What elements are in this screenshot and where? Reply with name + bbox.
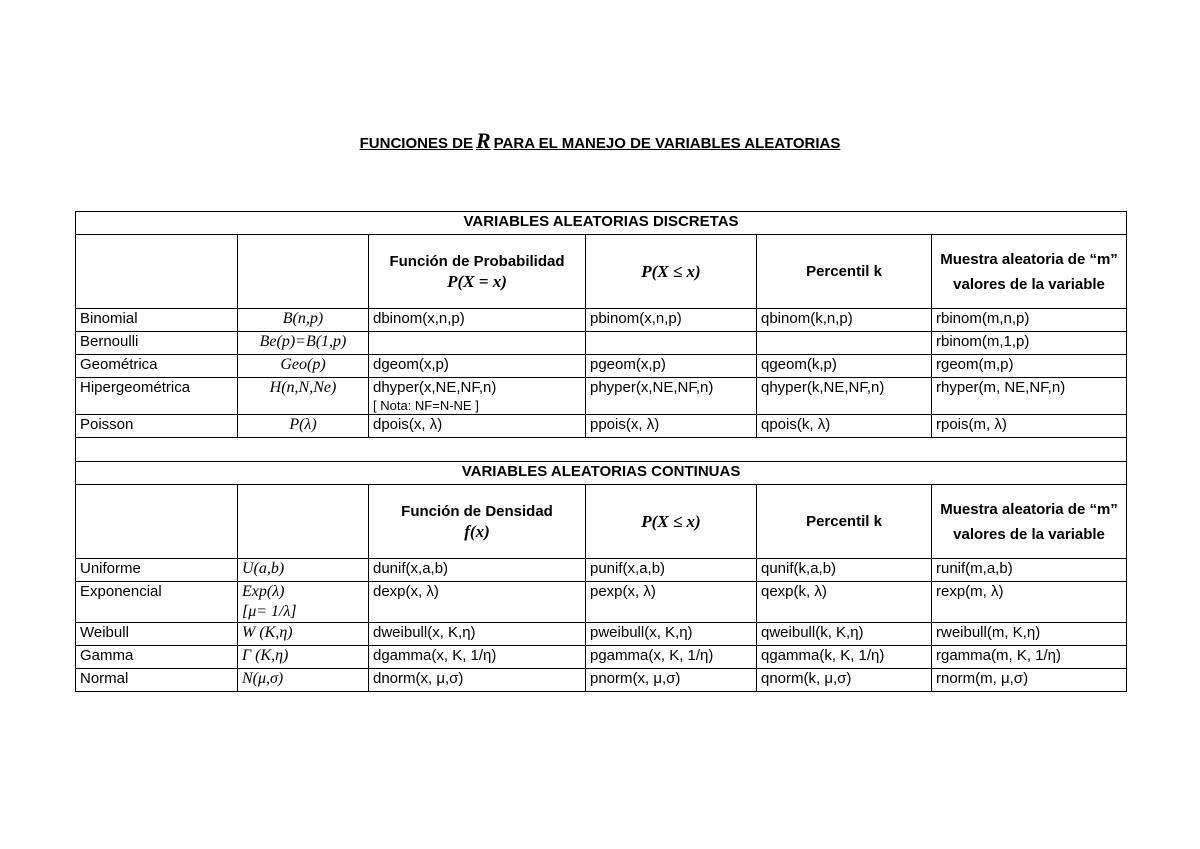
header-density-formula: P(X = x) — [447, 271, 507, 291]
header-percentile: Percentil k — [757, 485, 932, 559]
quantile-function: qbinom(k,n,p) — [757, 309, 932, 332]
random-function: rgamma(m, K, 1/η) — [932, 646, 1127, 669]
quantile-function: qpois(k, λ) — [757, 415, 932, 438]
discrete-column-header-row — [76, 235, 1127, 309]
density-function: dpois(x, λ) — [369, 415, 586, 438]
header-empty-name — [76, 485, 238, 559]
distribution-notation — [238, 582, 369, 623]
header-sample: Muestra aleatoria de “m” valores de la variable — [932, 485, 1127, 559]
distribution-notation: Γ (K,η) — [238, 646, 369, 669]
random-function: rhyper(m, NE,NF,n) — [932, 378, 1127, 415]
random-function: rgeom(m,p) — [932, 355, 1127, 378]
header-empty-notation — [238, 485, 369, 559]
density-function: dexp(x, λ) — [369, 582, 586, 623]
quantile-function: qhyper(k,NE,NF,n) — [757, 378, 932, 415]
header-cdf — [586, 235, 757, 309]
density-function: dgeom(x,p) — [369, 355, 586, 378]
header-density-label: Función de Probabilidad — [389, 252, 565, 270]
quantile-function: qunif(k,a,b) — [757, 559, 932, 582]
table-row — [76, 559, 1127, 582]
table-row — [76, 669, 1127, 692]
table-row — [76, 378, 1127, 415]
cdf-function: pgamma(x, K, 1/η) — [586, 646, 757, 669]
table-row — [76, 623, 1127, 646]
distribution-name: Poisson — [76, 415, 238, 438]
header-density-label: Función de Densidad — [401, 502, 553, 520]
cdf-function: pweibull(x, K,η) — [586, 623, 757, 646]
cdf-function: punif(x,a,b) — [586, 559, 757, 582]
cdf-function: ppois(x, λ) — [586, 415, 757, 438]
header-sample: Muestra aleatoria de “m” valores de la variable — [932, 235, 1127, 309]
table-row — [76, 355, 1127, 378]
header-cdf-formula: P(X ≤ x) — [641, 261, 701, 281]
header-empty-name — [76, 235, 238, 309]
spacer-row — [76, 438, 1127, 462]
table-row — [76, 332, 1127, 355]
discrete-heading-row — [76, 212, 1127, 235]
density-function-text: dhyper(x,NE,NF,n) — [373, 379, 497, 396]
distribution-name: Exponencial — [76, 582, 238, 623]
distribution-name: Geométrica — [76, 355, 238, 378]
density-function: dgamma(x, K, 1/η) — [369, 646, 586, 669]
distribution-notation: B(n,p) — [238, 309, 369, 332]
random-function: rnorm(m, μ,σ) — [932, 669, 1127, 692]
density-function: dweibull(x, K,η) — [369, 623, 586, 646]
distribution-name: Weibull — [76, 623, 238, 646]
random-function: rbinom(m,1,p) — [932, 332, 1127, 355]
continuous-heading: VARIABLES ALEATORIAS CONTINUAS — [76, 462, 1127, 485]
header-percentile: Percentil k — [757, 235, 932, 309]
title-suffix: PARA EL MANEJO DE VARIABLES ALEATORIAS — [493, 135, 841, 152]
distribution-notation: N(μ,σ) — [238, 669, 369, 692]
random-function: runif(m,a,b) — [932, 559, 1127, 582]
cdf-function: pbinom(x,n,p) — [586, 309, 757, 332]
distribution-notation: P(λ) — [238, 415, 369, 438]
density-function — [369, 378, 586, 415]
random-function: rpois(m, λ) — [932, 415, 1127, 438]
random-function: rexp(m, λ) — [932, 582, 1127, 623]
quantile-function: qweibull(k, K,η) — [757, 623, 932, 646]
continuous-column-header-row — [76, 485, 1127, 559]
distribution-name: Bernoulli — [76, 332, 238, 355]
title-prefix: FUNCIONES DE — [359, 135, 473, 152]
density-function: dbinom(x,n,p) — [369, 309, 586, 332]
distribution-name: Uniforme — [76, 559, 238, 582]
header-cdf — [586, 485, 757, 559]
notation-line-2: [μ= 1/λ] — [242, 603, 297, 620]
distribution-name: Gamma — [76, 646, 238, 669]
quantile-function: qexp(k, λ) — [757, 582, 932, 623]
density-function: dnorm(x, μ,σ) — [369, 669, 586, 692]
random-function: rbinom(m,n,p) — [932, 309, 1127, 332]
header-cdf-formula: P(X ≤ x) — [641, 511, 701, 531]
notation-line-1: Exp(λ) — [242, 583, 285, 600]
r-letter: R — [475, 128, 491, 153]
cdf-function: pnorm(x, μ,σ) — [586, 669, 757, 692]
header-density-formula: f(x) — [464, 521, 490, 541]
distribution-notation: Be(p)=B(1,p) — [238, 332, 369, 355]
density-function — [369, 332, 586, 355]
functions-table — [75, 211, 1127, 692]
table-row — [76, 415, 1127, 438]
density-function: dunif(x,a,b) — [369, 559, 586, 582]
cdf-function: phyper(x,NE,NF,n) — [586, 378, 757, 415]
page-title — [0, 128, 1200, 154]
cdf-function — [586, 332, 757, 355]
random-function: rweibull(m, K,η) — [932, 623, 1127, 646]
distribution-notation: W (K,η) — [238, 623, 369, 646]
discrete-heading: VARIABLES ALEATORIAS DISCRETAS — [76, 212, 1127, 235]
cdf-function: pgeom(x,p) — [586, 355, 757, 378]
quantile-function: qnorm(k, μ,σ) — [757, 669, 932, 692]
header-density — [369, 485, 586, 559]
distribution-name: Hipergeométrica — [76, 378, 238, 415]
header-empty-notation — [238, 235, 369, 309]
density-note: [ Nota: NF=N-NE ] — [373, 398, 479, 413]
quantile-function: qgamma(k, K, 1/η) — [757, 646, 932, 669]
distribution-name: Normal — [76, 669, 238, 692]
header-density — [369, 235, 586, 309]
table-row — [76, 646, 1127, 669]
cdf-function: pexp(x, λ) — [586, 582, 757, 623]
table-row — [76, 582, 1127, 623]
continuous-heading-row — [76, 462, 1127, 485]
distribution-notation: U(a,b) — [238, 559, 369, 582]
quantile-function — [757, 332, 932, 355]
table-row — [76, 309, 1127, 332]
distribution-notation: H(n,N,Ne) — [238, 378, 369, 415]
spacer-cell — [76, 438, 1127, 462]
distribution-name: Binomial — [76, 309, 238, 332]
quantile-function: qgeom(k,p) — [757, 355, 932, 378]
distribution-notation: Geo(p) — [238, 355, 369, 378]
